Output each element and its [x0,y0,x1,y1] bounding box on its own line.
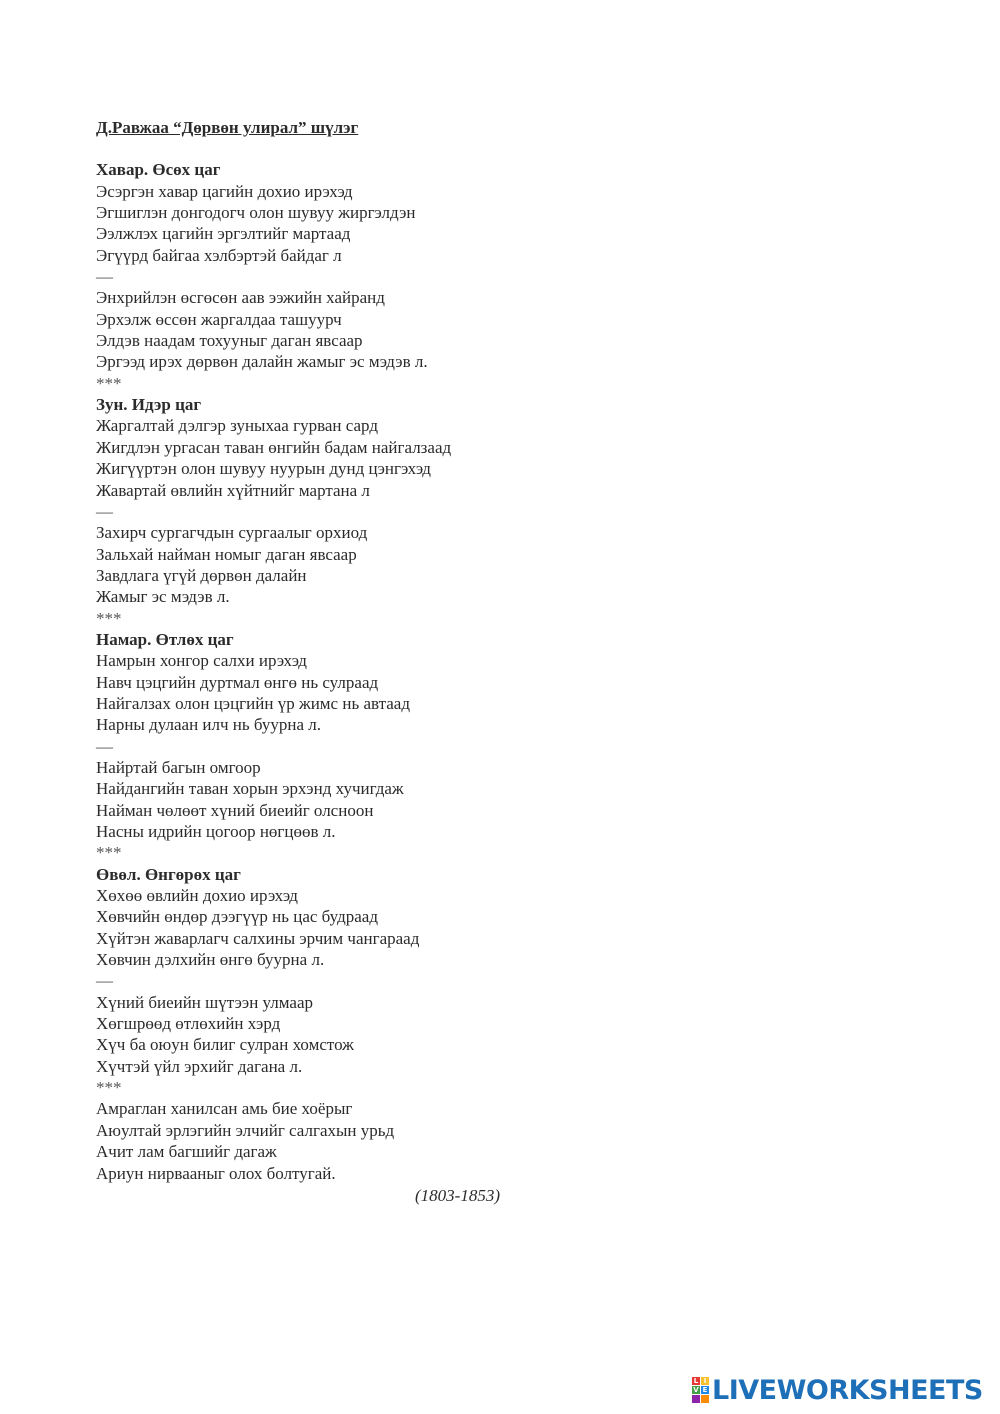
section-separator: *** [96,373,122,393]
logo-mark-square [692,1395,700,1403]
poem-line: Хүч ба оюун билиг сулран хомстож [96,1035,354,1055]
liveworksheets-logo [692,1375,983,1405]
poem-line: Найман чөлөөт хүний биеийг олсноон [96,800,374,820]
poem-line: Ариун нирвааныг олох болтугай. [96,1163,336,1183]
poem-line: Нарны дулаан илч нь буурна л. [96,715,322,735]
section-separator: *** [96,608,122,628]
poem-line: Хүний биеийн шүтээн улмаар [96,992,314,1012]
poem-line: Хөгшрөөд өтлөхийн хэрд [96,1014,281,1034]
poem-line: Насны идрийн цогоор нөгцөөв л. [96,822,336,841]
poem-body [96,159,916,1077]
poem-line: Эгшиглэн донгодогч олон шувуу жиргэлдэн [96,203,416,223]
section-heading: Зун. Идэр цаг [96,395,202,415]
poem-line: Элдэв наадам тохууныг даган явсаар [96,331,363,351]
poem-line: Хөвчийн өндөр дээгүүр нь цас будраад [96,907,378,927]
logo-mark-square: V [693,1386,699,1394]
poem-line: Жигүүртэн олон шувуу нуурын дунд цэнгэхэд [96,459,431,479]
poem-line: Жавартай өвлийн хүйтнийг мартана л [96,480,370,500]
poem-line: Ачит лам багшийг дагаж [96,1142,277,1162]
logo-mark-square: E [702,1386,708,1394]
section-heading: Намар. Өтлөх цаг [96,629,234,649]
poem-line: Найртай багын омгоор [96,757,261,777]
section-separator: *** [96,843,122,863]
poem-line: Завдлага үгүй дөрвөн далайн [96,565,307,585]
poem-line: Хөвчин дэлхийн өнгө буурна л. [96,950,325,970]
section-separator: *** [96,1078,122,1098]
poem-line: Энхрийлэн өсгөсөн аав ээжийн хайранд [96,288,385,308]
poet-dates: (1803-1853) [415,1185,500,1205]
poem-line: Хүйтэн жаварлагч салхины эрчим чангараад [96,928,420,948]
poem-line: Ээлжлэх цагийн эргэлтийг мартаад [96,224,351,244]
poem-line: Аюултай эрлэгийн элчийг салгахын урьд [96,1120,395,1140]
poem-line: Жамыг эс мэдэв л. [96,587,230,607]
poem-line: Навч цэцгийн дуртмал өнгө нь сулраад [96,672,379,692]
logo-text: LIVEWORKSHEETS [712,1374,983,1406]
poem-line: Найгалзах олон цэцгийн үр жимс нь автаад [96,693,410,713]
section-heading: Өвөл. Өнгөрөх цаг [96,864,241,884]
stanza-separator: — [96,267,113,287]
closing-stanza [96,1098,916,1183]
logo-mark-square: L [693,1377,699,1385]
poem-line: Намрын хонгор салхи ирэхэд [96,651,307,671]
logo-mark-square: I [701,1377,709,1385]
stanza-separator: — [96,736,113,756]
poem-line: Захирч сургагчдын сургаалыг орхиод [96,523,368,543]
poem-line: Амраглан ханилсан амь бие хоёрыг [96,1099,353,1119]
poem-line: Зальхай найман номыг даган явсаар [96,544,357,564]
poem-page [96,117,916,1206]
poem-line: Эсэргэн хавар цагийн дохио ирэхэд [96,181,353,201]
poem-title: Д.Равжаа “Дөрвөн улирал” шүлэг [96,118,359,137]
poem-line: Эрхэлж өссөн жаргалдаа ташуурч [96,309,342,329]
poem-line: Эргээд ирэх дөрвөн далайн жамыг эс мэдэв л. [96,352,428,372]
poem-line: Жаргалтай дэлгэр зуныхаа гурван сард [96,416,378,436]
poem-line: Жигдлэн ургасан таван өнгийн бадам найгалзаад [96,437,452,457]
poem-line: Найдангийн таван хорын эрхэнд хучигдаж [96,779,404,799]
section-heading: Хавар. Өсөх цаг [96,160,221,180]
poem-line: Хөхөө өвлийн дохио ирэхэд [96,886,298,906]
poem-line: Эгүүрд байгаа хэлбэртэй байдаг л [96,245,342,265]
logo-mark-square [701,1395,709,1403]
stanza-separator: — [96,501,113,521]
liveworksheets-logo-icon [692,1377,709,1403]
stanza-separator: — [96,971,113,991]
poem-line: Хүчтэй үйл эрхийг дагана л. [96,1056,303,1076]
